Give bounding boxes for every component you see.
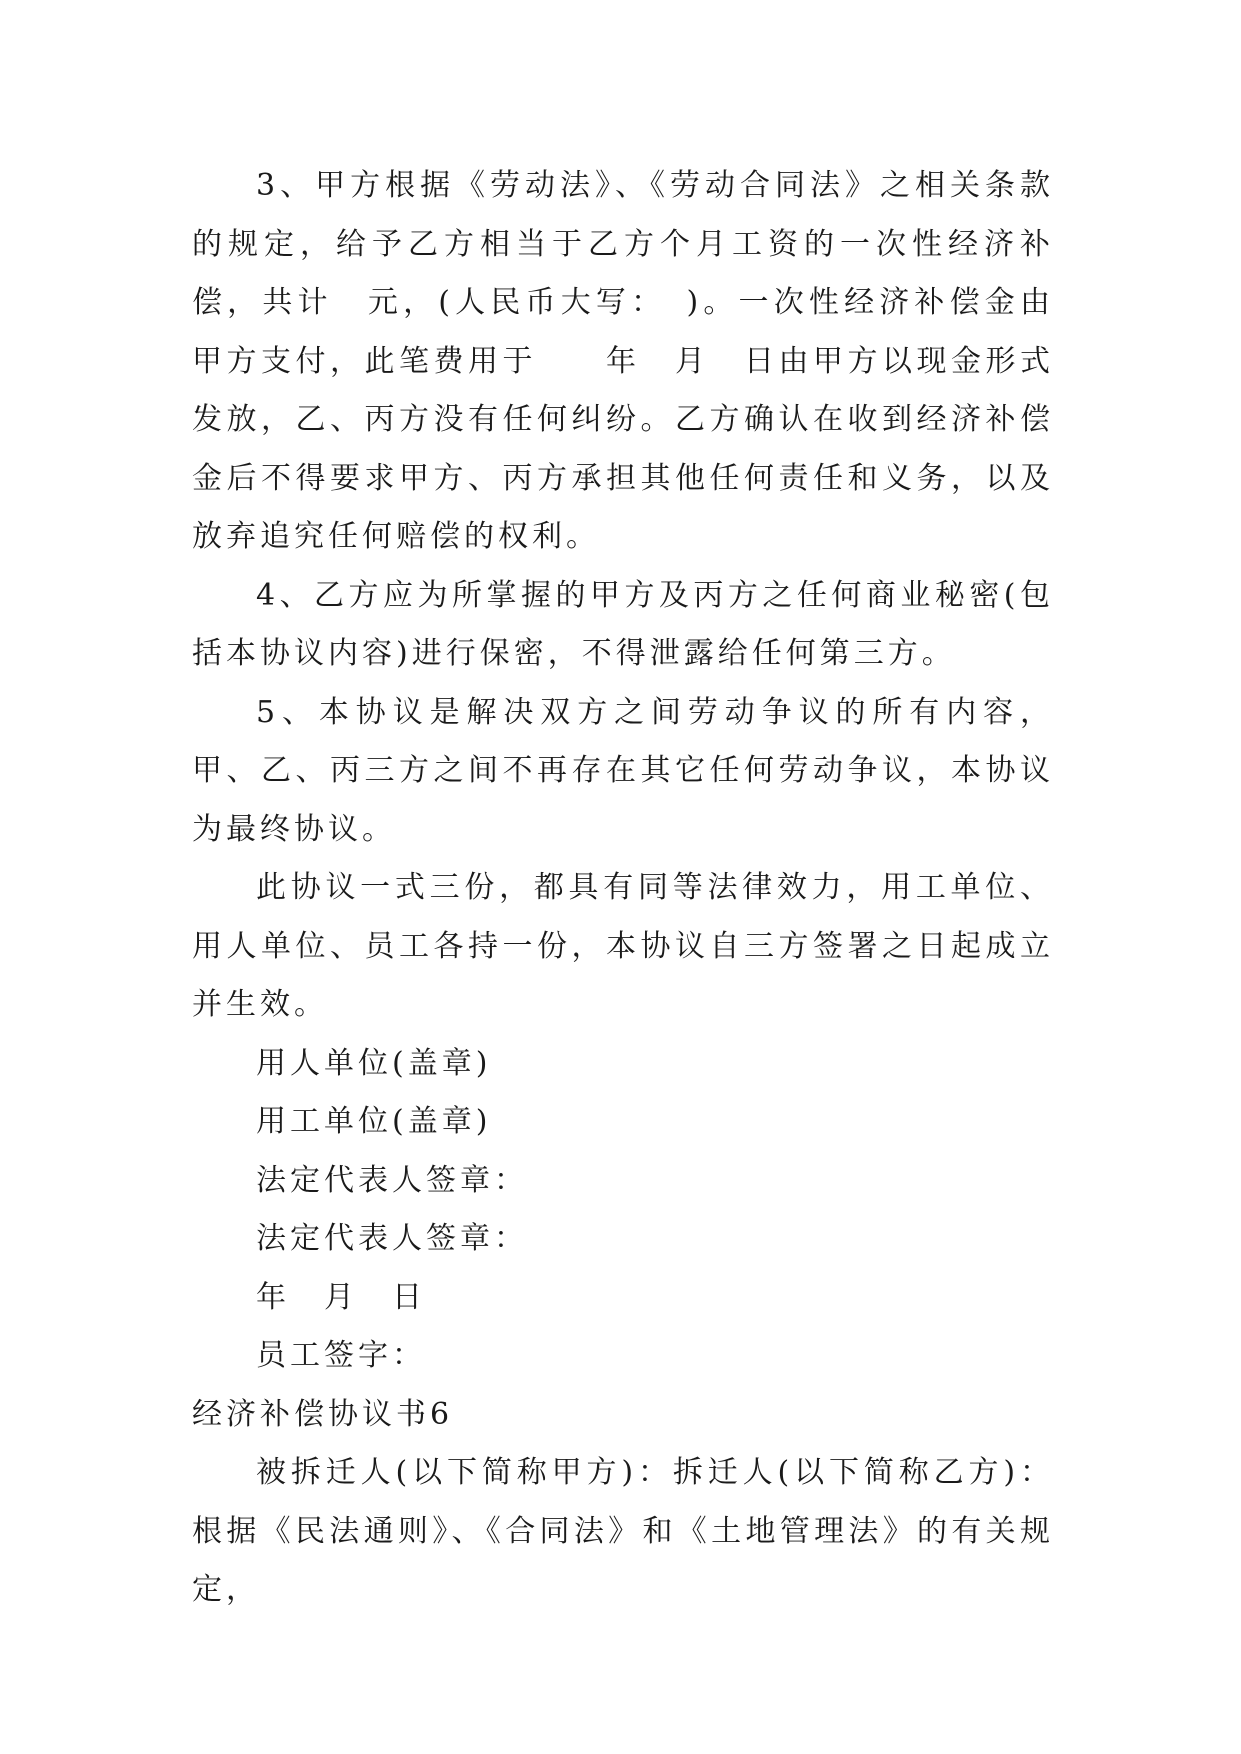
clause-3-paragraph: 3、甲方根据《劳动法》、《劳动合同法》之相关条款的规定，给予乙方相当于乙方个月工资的一次性经济补偿，共计 元，(人民币大写： )。一次性经济补偿金由甲方支付，此笔费用于 年 月 日由甲方以现金形式发放，乙、丙方没有任何纠纷。乙方确认在收到经济补偿金后不得要求甲方、丙方承担其他任何责任和义务，以及放弃追究任何赔偿的权利。: [192, 168, 1054, 554]
signature-employer-seal: 用人单位(盖章): [256, 1045, 492, 1081]
signature-legal-rep-1: 法定代表人签章：: [256, 1162, 528, 1198]
section-intro-paragraph: 被拆迁人(以下简称甲方)：拆迁人(以下简称乙方)：根据《民法通则》、《合同法》和《土地管理法》的有关规定，: [192, 1455, 1054, 1607]
document-body: [192, 157, 1054, 1620]
clause-4-paragraph: 4、乙方应为所掌握的甲方及丙方之任何商业秘密(包括本协议内容)进行保密，不得泄露给任何第三方。: [192, 577, 1054, 671]
copies-paragraph: 此协议一式三份，都具有同等法律效力，用工单位、用人单位、员工各持一份，本协议自三方签署之日起成立并生效。: [192, 870, 1054, 1022]
signature-legal-rep-2: 法定代表人签章：: [256, 1221, 528, 1256]
clause-5-paragraph: 5、本协议是解决双方之间劳动争议的所有内容，甲、乙、丙三方之间不再存在其它任何劳动争议，本协议为最终协议。: [192, 694, 1054, 847]
signature-date: 年 月 日: [256, 1279, 426, 1315]
signature-user-unit-seal: 用工单位(盖章): [256, 1104, 492, 1139]
signature-employee: 员工签字：: [256, 1338, 426, 1373]
section-title: 经济补偿协议书6: [192, 1396, 454, 1432]
